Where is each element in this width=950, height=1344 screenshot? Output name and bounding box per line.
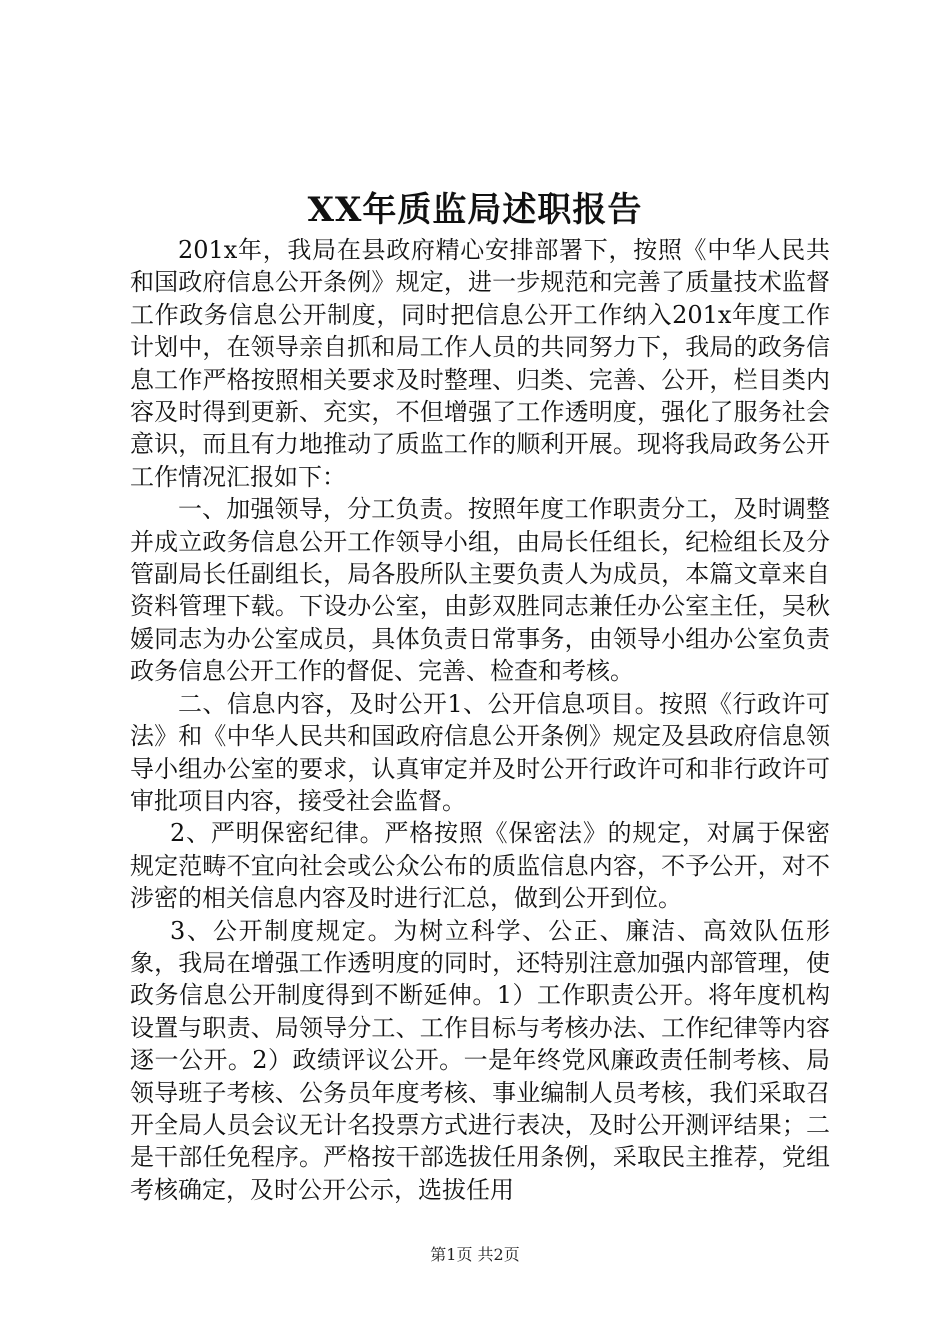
document-body	[130, 234, 830, 1206]
paragraph-item-3: 3、公开制度规定。为树立科学、公正、廉洁、高效队伍形象，我局在增强工作透明度的同时，还特别注意加强内部管理，使政务信息公开制度得到不断延伸。1）工作职责公开。将年度机构设置与职责、局领导分工、工作目标与考核办法、工作纪律等内容逐一公开。2）政绩评议公开。一是年终党风廉政责任制考核、局领导班子考核、公务员年度考核、事业编制人员考核，我们采取召开全局人员会议无计名投票方式进行表决，及时公开测评结果；二是干部任免程序。严格按干部选拔任用条例，采取民主推荐，党组考核确定，及时公开公示，选拔任用	[130, 916, 830, 1204]
paragraph-item-2: 2、严明保密纪律。严格按照《保密法》的规定，对属于保密规定范畴不宜向社会或公众公布的质监信息内容，不予公开，对不涉密的相关信息内容及时进行汇总，做到公开到位。	[130, 819, 830, 913]
paragraph-section-1: 一、加强领导，分工负责。按照年度工作职责分工，及时调整并成立政务信息公开工作领导小组，由局长任组长，纪检组长及分管副局长任副组长，局各股所队主要负责人为成员，本篇文章来自资料管理下载。下设办公室，由彭双胜同志兼任办公室主任，吴秋媛同志为办公室成员，具体负责日常事务，由领导小组办公室负责政务信息公开工作的督促、完善、检查和考核。	[130, 495, 830, 686]
paragraph-section-2: 二、信息内容，及时公开1、公开信息项目。按照《行政许可法》和《中华人民共和国政府信息公开条例》规定及县政府信息领导小组办公室的要求，认真审定并及时公开行政许可和非行政许可审批项目内容，接受社会监督。	[130, 689, 830, 815]
document-title: XX年质监局述职报告	[307, 190, 643, 230]
page-footer: 第1页 共2页	[430, 1245, 520, 1264]
paragraph-intro: 201x年，我局在县政府精心安排部署下，按照《中华人民共和国政府信息公开条例》规定，进一步规范和完善了质量技术监督工作政务信息公开制度，同时把信息公开工作纳入201x年度工作计划中，在领导亲自抓和局工作人员的共同努力下，我局的政务信息工作严格按照相关要求及时整理、归类、完善、公开，栏目类内容及时得到更新、充实，不但增强了工作透明度，强化了服务社会意识，而且有力地推动了质监工作的顺利开展。现将我局政务公开工作情况汇报如下：	[130, 236, 830, 491]
